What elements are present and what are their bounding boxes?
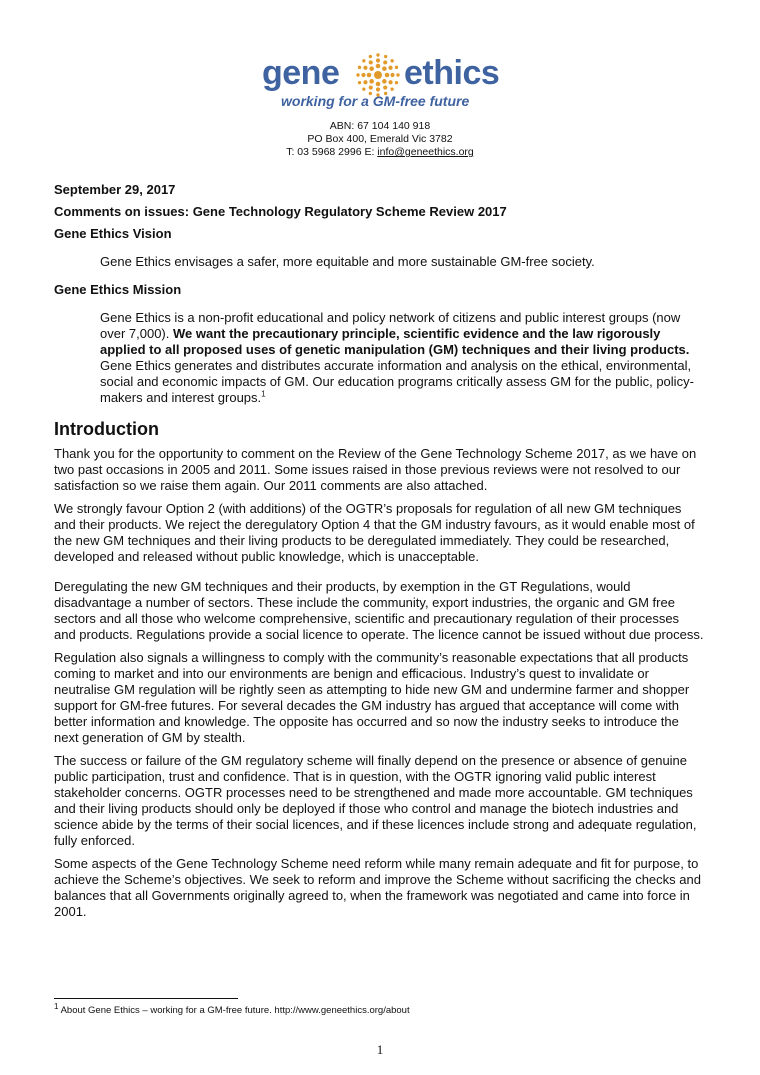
- logo-dot: [362, 87, 365, 90]
- vision-block: [100, 254, 704, 270]
- mission-text: [100, 310, 704, 406]
- sunburst-dots-icon: [355, 52, 401, 98]
- logo-dot: [376, 87, 380, 91]
- logo-dot: [384, 55, 387, 58]
- vision-text: Gene Ethics envisages a safer, more equitable and more sustainable GM-free society.: [100, 254, 595, 269]
- logo-dot: [396, 73, 399, 76]
- logo-dot: [369, 60, 373, 64]
- intro-paragraph: The success or failure of the GM regulatory scheme will finally depend on the presence or absence of genuine public participation, trust and confidence. That is in question, with the OGTR ignoring valid public interest stakeholder concerns. OGTR processes need to be strengthened and made more accountable. GM techniques and their living products should only be deployed if those who control and manage the biotech industries and science abide by the terms of their social licences, and if these licences include strong and adequate regulation, fully enforced.: [54, 753, 697, 848]
- logo-dot: [358, 66, 361, 69]
- logo-dot: [363, 80, 367, 84]
- logo-dot: [361, 73, 365, 77]
- logo-dot: [369, 85, 373, 89]
- vision-heading: Gene Ethics Vision: [54, 226, 172, 241]
- logo-dot: [388, 66, 392, 70]
- intro-paragraph: Deregulating the new GM techniques and their products, by exemption in the GT Regulations, would disadvantage a number of sectors. These include the community, export industries, the organic and GM free sectors and all those who welcome comprehensive, scientific and precautionary regulation of their processes and products. Regulations provide a social licence to operate. The licence cannot be issued without due process.: [54, 579, 704, 642]
- logo-core-dot: [374, 71, 382, 79]
- logo-dot: [367, 73, 372, 78]
- logo-dot: [382, 66, 387, 71]
- footnote-reference[interactable]: 1: [261, 389, 266, 399]
- logo-tagline: working for a GM-free future: [281, 93, 470, 109]
- email-link[interactable]: info@geneethics.org: [377, 146, 474, 158]
- logo-dot: [395, 66, 398, 69]
- postal-address: PO Box 400, Emerald Vic 3782: [307, 133, 453, 145]
- logo-word-ethics: ethics: [404, 54, 500, 92]
- mission-text-emphasis: We want the precautionary principle, scientific evidence and the law rigorously applied to all proposed uses of genetic manipulation (GM) techniques and their living products.: [100, 326, 690, 357]
- logo-dot: [390, 59, 393, 62]
- logo-dot: [385, 73, 390, 78]
- logo-dot: [369, 55, 372, 58]
- intro-paragraph: We strongly favour Option 2 (with additions) of the OGTR’s proposals for regulation of all new GM techniques and their products. We reject the deregulatory Option 4 that the GM industry favours, as it would enable most of the new GM techniques and their living products to be deregulated immediately. They could be researched, developed and released without public knowledge, which is unacceptable.: [54, 501, 695, 564]
- logo-dot: [382, 79, 387, 84]
- mission-text-intro: Gene Ethics is a non-profit educational and policy network of citizens and public interest groups (now over 7,000).: [100, 310, 681, 341]
- logo-dot: [369, 66, 374, 71]
- logo-dot: [362, 59, 365, 62]
- logo-dot: [376, 53, 379, 56]
- logo-dot: [390, 73, 394, 77]
- phone-email-line: [0, 146, 760, 159]
- logo-dot: [383, 85, 387, 89]
- intro-paragraph: Regulation also signals a willingness to comply with the community’s reasonable expectations that all products coming to market and into our environments are benign and efficacious. Industry’s quest to invalidate or neutralise GM regulation will be rightly seen as attempting to hide new GM and undermine farmer and shopper support for GM-free futures. For several decades the GM industry has argued that acceptance will come with better information and knowledge. The opposite has occurred and so now the industry seeks to introduce the next generation of GM by stealth.: [54, 650, 690, 745]
- footnote-number: 1: [54, 1001, 59, 1011]
- footnote-text: About Gene Ethics – working for a GM-free future. http://www.geneethics.org/about: [58, 1005, 410, 1016]
- phone-text: T: 03 5968 2996 E:: [286, 146, 378, 158]
- abn-line: ABN: 67 104 140 918: [329, 120, 431, 132]
- logo-dot: [376, 64, 381, 69]
- logo-dot: [363, 66, 367, 70]
- logo-dot: [376, 58, 380, 62]
- letter-date: September 29, 2017: [54, 182, 176, 197]
- mission-heading: Gene Ethics Mission: [54, 282, 182, 297]
- logo-dot: [383, 60, 387, 64]
- logo-dot: [388, 80, 392, 84]
- logo-dot: [390, 87, 393, 90]
- introduction-heading: Introduction: [54, 419, 159, 439]
- footnote: [54, 1001, 410, 1017]
- logo-dot: [395, 81, 398, 84]
- logo-word-gene: gene: [262, 54, 340, 92]
- mission-text-rest: Gene Ethics generates and distributes accurate information and analysis on the ethical, environmental, social and economic impacts of GM. Our education programs critically assess GM for the public, policy-makers and interest groups.: [100, 358, 694, 405]
- contact-block: [0, 120, 760, 159]
- footnote-divider: [54, 998, 238, 999]
- logo-dot: [356, 73, 359, 76]
- logo-dot: [376, 82, 381, 87]
- page-number: 1: [376, 1042, 384, 1057]
- intro-paragraph: Thank you for the opportunity to comment on the Review of the Gene Technology Scheme 2017, as we have on two past occasions in 2005 and 2011. Some issues raised in those previous reviews were not resolved to our satisfaction so we raise them again. Our 2011 comments are also attached.: [54, 446, 697, 493]
- logo-dot: [358, 81, 361, 84]
- logo-dot: [369, 79, 374, 84]
- letter-subject: Comments on issues: Gene Technology Regulatory Scheme Review 2017: [54, 204, 507, 219]
- document-body: [54, 182, 704, 927]
- mission-block: [100, 310, 704, 406]
- gene-ethics-logo: [0, 52, 760, 116]
- intro-paragraph: Some aspects of the Gene Technology Scheme need reform while many remain adequate and fit for purpose, to achieve the Scheme’s objectives. We seek to reform and improve the Scheme without sacrificing the checks and balances that all Governments originally agreed to, when the framework was negotiated and came into force in 2001.: [54, 856, 701, 919]
